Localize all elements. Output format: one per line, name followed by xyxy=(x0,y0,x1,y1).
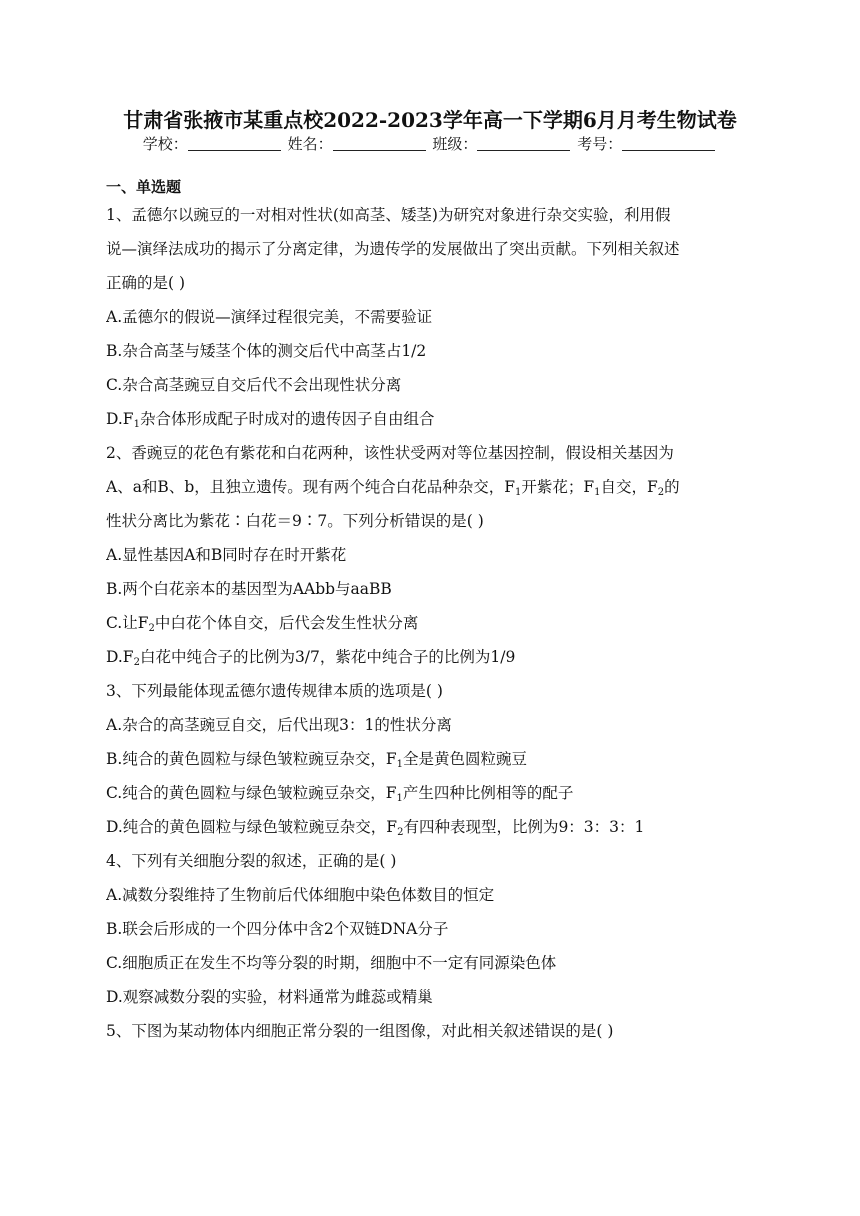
question-2-option-d xyxy=(106,640,756,674)
q3-c-text: 产生四种比例相等的配子 xyxy=(402,784,574,802)
q2-l2-part-a: A、a和B、b，且独立遗传。现有两个纯合白花品种杂交，F xyxy=(106,478,516,496)
name-label: 姓名： xyxy=(287,135,333,153)
question-2-stem-line-3: 性状分离比为紫花∶白花＝9∶7。下列分析错误的是( ) xyxy=(106,512,484,530)
question-3-stem: 3、下列最能体现孟德尔遗传规律本质的选项是( ) xyxy=(106,682,443,700)
question-3-option-b xyxy=(106,742,756,776)
question-1-option-a: A.孟德尔的假说—演绎过程很完美，不需要验证 xyxy=(106,308,433,326)
q2-d-text: 白花中纯合子的比例为3/7，紫花中纯合子的比例为1/9 xyxy=(139,648,516,666)
question-1-stem-line-1: 1、孟德尔以豌豆的一对相对性状(如高茎、矮茎)为研究对象进行杂交实验，利用假 xyxy=(106,206,671,224)
q1-d-subscript: 1 xyxy=(133,419,140,430)
question-4-option-c: C.细胞质正在发生不均等分裂的时期，细胞中不一定有同源染色体 xyxy=(106,954,557,972)
q2-l2-part-d: 的 xyxy=(664,478,680,496)
question-4-option-a: A.减数分裂维持了生物前后代体细胞中染色体数目的恒定 xyxy=(106,886,495,904)
question-1-option-d xyxy=(106,402,756,436)
q2-c-text: 中白花个体自交，后代会发生性状分离 xyxy=(154,614,419,632)
section-heading: 一、单选题 xyxy=(106,178,182,196)
q2-d-subscript: 2 xyxy=(133,657,140,668)
question-3-option-c xyxy=(106,776,756,810)
question-2-option-a: A.显性基因A和B同时存在时开紫花 xyxy=(106,546,347,564)
question-2-stem-line-2 xyxy=(106,470,756,504)
exam-number-label: 考号： xyxy=(577,135,623,153)
exam-title: 甘肃省张掖市某重点校2022-2023学年高一下学期6月月考生物试卷 xyxy=(123,108,737,132)
q2-c-prefix: C.让F xyxy=(106,614,149,632)
question-2-option-c xyxy=(106,606,756,640)
question-1-stem-line-3: 正确的是( ) xyxy=(106,274,186,292)
q2-l2-part-b: 开紫花；F xyxy=(521,478,595,496)
q2-d-prefix: D.F xyxy=(106,648,134,666)
question-3-option-d xyxy=(106,810,756,844)
q2-c-subscript: 2 xyxy=(148,623,155,634)
question-4-option-b: B.联会后形成的一个四分体中含2个双链DNA分子 xyxy=(106,920,449,938)
q2-l2-sub-2: 1 xyxy=(594,487,601,498)
question-2-stem-line-1: 2、香豌豆的花色有紫花和白花两种，该性状受两对等位基因控制，假设相关基因为 xyxy=(106,444,674,462)
questions-body xyxy=(106,198,756,1048)
q2-l2-sub-1: 1 xyxy=(515,487,522,498)
question-2-option-b: B.两个白花亲本的基因型为AAbb与aaBB xyxy=(106,580,392,598)
q1-d-text: 杂合体形成配子时成对的遗传因子自由组合 xyxy=(139,410,435,428)
q3-d-subscript: 2 xyxy=(397,827,404,838)
class-label: 班级： xyxy=(432,135,478,153)
q3-b-subscript: 1 xyxy=(396,759,403,770)
question-3-option-a: A.杂合的高茎豌豆自交，后代出现3：1的性状分离 xyxy=(106,716,452,734)
question-1-option-b: B.杂合高茎与矮茎个体的测交后代中高茎占1/2 xyxy=(106,342,427,360)
class-blank[interactable] xyxy=(477,136,570,151)
q3-c-prefix: C.纯合的黄色圆粒与绿色皱粒豌豆杂交，F xyxy=(106,784,397,802)
question-4-stem: 4、下列有关细胞分裂的叙述，正确的是( ) xyxy=(106,852,397,870)
q1-d-prefix: D.F xyxy=(106,410,134,428)
question-1-stem-line-2: 说—演绎法成功的揭示了分离定律，为遗传学的发展做出了突出贡献。下列相关叙述 xyxy=(106,240,680,258)
q3-d-prefix: D.纯合的黄色圆粒与绿色皱粒豌豆杂交，F xyxy=(106,818,398,836)
q3-b-prefix: B.纯合的黄色圆粒与绿色皱粒豌豆杂交，F xyxy=(106,750,397,768)
q3-c-subscript: 1 xyxy=(396,793,403,804)
q3-b-text: 全是黄色圆粒豌豆 xyxy=(402,750,527,768)
question-4-option-d: D.观察减数分裂的实验，材料通常为雌蕊或精巢 xyxy=(106,988,433,1006)
question-5-stem: 5、下图为某动物体内细胞正常分裂的一组图像，对此相关叙述错误的是( ) xyxy=(106,1022,614,1040)
school-blank[interactable] xyxy=(188,136,281,151)
q3-d-text: 有四种表现型，比例为9：3：3：1 xyxy=(403,818,645,836)
student-info-row xyxy=(0,133,860,154)
name-blank[interactable] xyxy=(333,136,426,151)
q2-l2-sub-3: 2 xyxy=(657,487,665,498)
question-1-option-c: C.杂合高茎豌豆自交后代不会出现性状分离 xyxy=(106,376,402,394)
q2-l2-part-c: 自交，F xyxy=(600,478,658,496)
school-label: 学校： xyxy=(142,135,188,153)
exam-number-blank[interactable] xyxy=(622,136,715,151)
